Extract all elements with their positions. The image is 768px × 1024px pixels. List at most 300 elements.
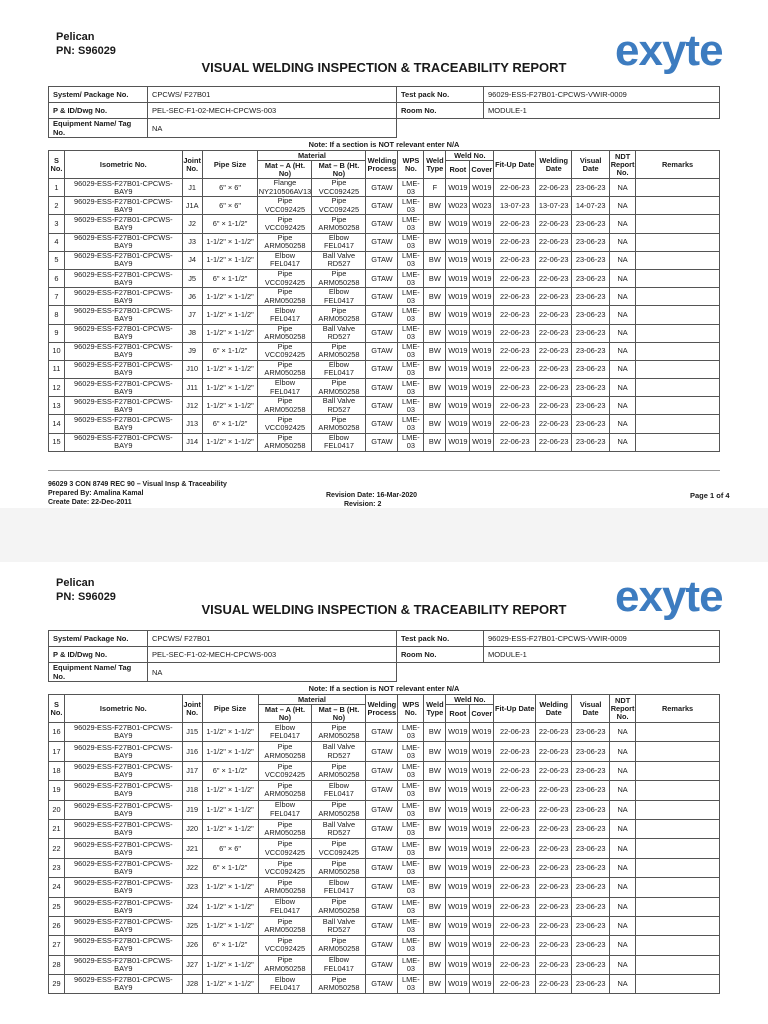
cell-mat-b	[312, 415, 366, 433]
cell-visual-date: 23-06-23	[572, 878, 610, 897]
cell-size: 1-1/2" × 1-1/2"	[202, 916, 258, 935]
cell-mat-a	[258, 936, 312, 955]
table-row	[49, 269, 720, 287]
cell-type: BW	[424, 233, 446, 251]
cell-welding-date: 22-06-23	[536, 433, 572, 451]
cell-visual-date: 23-06-23	[572, 955, 610, 974]
cell-remarks	[636, 433, 720, 451]
cell-iso: 96029-ESS-F27B01-CPCWS-BAY9	[64, 839, 182, 858]
cell-welding-date: 22-06-23	[536, 415, 572, 433]
equipment-value: NA	[148, 663, 397, 682]
cell-iso: 96029-ESS-F27B01-CPCWS-BAY9	[64, 233, 182, 251]
cell-remarks	[636, 360, 720, 378]
cell-ndt: NA	[610, 878, 636, 897]
cell-welding-date: 22-06-23	[536, 397, 572, 415]
cell-remarks	[636, 233, 720, 251]
table-row	[49, 761, 720, 780]
mat-a-type: Flange	[273, 178, 297, 188]
create-date: Create Date: 22-Dec-2011	[48, 499, 132, 506]
cell-mat-a	[258, 723, 312, 742]
col-visual-date: Visual Date	[572, 695, 610, 723]
cell-welding-date: 22-06-23	[536, 781, 572, 800]
cell-fitup: 22-06-23	[494, 975, 536, 994]
cell-process: GTAW	[366, 839, 398, 858]
mat-a-type: Pipe	[277, 936, 293, 946]
mat-a-heat: VCC092425	[264, 423, 306, 433]
mat-b-type: Pipe	[331, 897, 347, 907]
cell-size: 1-1/2" × 1-1/2"	[202, 819, 258, 838]
cell-ndt: NA	[610, 916, 636, 935]
cell-ndt: NA	[610, 975, 636, 994]
cell-ndt: NA	[610, 397, 636, 415]
col-mat-b: Mat – B (Ht. No)	[312, 161, 366, 179]
table-row	[49, 975, 720, 994]
cell-welding-date: 22-06-23	[536, 761, 572, 780]
company-block	[56, 576, 116, 604]
cell-fitup: 22-06-23	[494, 839, 536, 858]
cell-type: BW	[424, 269, 446, 287]
cell-size: 6" × 1-1/2"	[202, 761, 258, 780]
mat-b-heat: VCC092425	[318, 204, 360, 214]
mat-b-heat: FEL0417	[323, 886, 354, 896]
cell-cover: W019	[470, 397, 494, 415]
mat-a-heat: VCC092425	[264, 769, 306, 779]
cell-root: W019	[446, 342, 470, 360]
cell-iso: 96029-ESS-F27B01-CPCWS-BAY9	[64, 360, 182, 378]
cell-fitup: 22-06-23	[494, 269, 536, 287]
mat-b-heat: ARM050258	[318, 808, 360, 818]
mat-a-heat: FEL0417	[269, 259, 300, 269]
page-gap	[0, 508, 768, 562]
cell-wps: LME-03	[398, 269, 424, 287]
cell-remarks	[636, 397, 720, 415]
mat-a-heat: ARM050258	[264, 750, 306, 760]
cell-process: GTAW	[366, 936, 398, 955]
cell-process: GTAW	[366, 723, 398, 742]
mat-a-type: Pipe	[277, 761, 293, 771]
cell-remarks	[636, 819, 720, 838]
cell-iso: 96029-ESS-F27B01-CPCWS-BAY9	[64, 197, 182, 215]
mat-b-heat: FEL0417	[323, 441, 354, 451]
cell-iso: 96029-ESS-F27B01-CPCWS-BAY9	[64, 179, 182, 197]
col-visual-date: Visual Date	[572, 151, 610, 179]
cell-type: BW	[424, 858, 446, 877]
cell-wps: LME-03	[398, 215, 424, 233]
cell-mat-a	[258, 742, 312, 761]
cell-mat-b	[312, 288, 366, 306]
mat-b-type: Pipe	[331, 414, 347, 424]
weld-table	[48, 140, 720, 452]
cell-ndt: NA	[610, 251, 636, 269]
mat-b-heat: RD527	[327, 828, 351, 838]
table-row	[49, 360, 720, 378]
cell-joint: J22	[182, 858, 202, 877]
cell-mat-a	[258, 342, 312, 360]
cell-visual-date: 23-06-23	[572, 179, 610, 197]
cell-fitup: 22-06-23	[494, 800, 536, 819]
cell-wps: LME-03	[398, 839, 424, 858]
cell-size: 1-1/2" × 1-1/2"	[202, 251, 258, 269]
cell-fitup: 22-06-23	[494, 761, 536, 780]
cell-fitup: 22-06-23	[494, 897, 536, 916]
mat-a-heat: VCC092425	[264, 277, 306, 287]
cell-wps: LME-03	[398, 288, 424, 306]
cell-cover: W019	[470, 955, 494, 974]
cell-remarks	[636, 215, 720, 233]
cell-joint: J12	[182, 397, 202, 415]
mat-b-type: Pipe	[331, 800, 347, 810]
cell-fitup: 22-06-23	[494, 916, 536, 935]
mat-a-type: Pipe	[277, 742, 293, 752]
col-joint: Joint No.	[182, 695, 202, 723]
cell-process: GTAW	[366, 397, 398, 415]
cell-mat-b	[312, 800, 366, 819]
mat-a-heat: ARM050258	[264, 789, 306, 799]
cell-wps: LME-03	[398, 360, 424, 378]
cell-process: GTAW	[366, 215, 398, 233]
cell-fitup: 22-06-23	[494, 397, 536, 415]
cell-joint: J19	[182, 800, 202, 819]
mat-b-type: Pipe	[331, 936, 347, 946]
cell-sno: 29	[49, 975, 65, 994]
cell-type: BW	[424, 916, 446, 935]
cell-ndt: NA	[610, 197, 636, 215]
cell-remarks	[636, 742, 720, 761]
cell-iso: 96029-ESS-F27B01-CPCWS-BAY9	[64, 723, 182, 742]
col-remarks: Remarks	[636, 151, 720, 179]
cell-process: GTAW	[366, 379, 398, 397]
cell-type: BW	[424, 324, 446, 342]
footer-left	[48, 480, 227, 507]
cell-iso: 96029-ESS-F27B01-CPCWS-BAY9	[64, 800, 182, 819]
blank-cell	[484, 119, 720, 138]
logo-text: exyte	[615, 572, 723, 621]
note-text: Note: If a section is NOT relevant enter N/A	[308, 684, 460, 693]
cell-joint: J2	[182, 215, 202, 233]
col-pipe-size: Pipe Size	[202, 151, 258, 179]
cell-size: 1-1/2" × 1-1/2"	[202, 723, 258, 742]
cell-welding-date: 22-06-23	[536, 306, 572, 324]
cell-visual-date: 23-06-23	[572, 379, 610, 397]
cell-welding-date: 22-06-23	[536, 269, 572, 287]
cell-mat-a	[258, 197, 312, 215]
mat-a-type: Pipe	[277, 955, 293, 965]
mat-b-type: Pipe	[331, 761, 347, 771]
cell-remarks	[636, 251, 720, 269]
cell-sno: 19	[49, 781, 65, 800]
cell-root: W019	[446, 397, 470, 415]
cell-ndt: NA	[610, 379, 636, 397]
cell-fitup: 22-06-23	[494, 878, 536, 897]
cell-fitup: 22-06-23	[494, 415, 536, 433]
mat-b-heat: ARM050258	[318, 423, 360, 433]
cell-iso: 96029-ESS-F27B01-CPCWS-BAY9	[64, 819, 182, 838]
mat-b-heat: FEL0417	[323, 963, 354, 973]
cell-root: W023	[446, 197, 470, 215]
cell-wps: LME-03	[398, 251, 424, 269]
cell-fitup: 22-06-23	[494, 723, 536, 742]
room-value: MODULE-1	[484, 103, 720, 119]
mat-a-type: Pipe	[277, 414, 293, 424]
cell-root: W019	[446, 288, 470, 306]
cell-joint: J1	[182, 179, 202, 197]
cell-sno: 3	[49, 215, 65, 233]
cell-welding-date: 22-06-23	[536, 251, 572, 269]
mat-a-type: Pipe	[277, 360, 293, 370]
cell-visual-date: 23-06-23	[572, 858, 610, 877]
pid-label: P & ID/Dwg No.	[49, 647, 148, 663]
cell-remarks	[636, 306, 720, 324]
cell-remarks	[636, 179, 720, 197]
cell-joint: J14	[182, 433, 202, 451]
cell-welding-date: 22-06-23	[536, 858, 572, 877]
cell-root: W019	[446, 878, 470, 897]
cell-size: 1-1/2" × 1-1/2"	[202, 433, 258, 451]
mat-a-type: Pipe	[277, 323, 293, 333]
cell-type: BW	[424, 251, 446, 269]
cell-mat-a	[258, 858, 312, 877]
cell-type: BW	[424, 415, 446, 433]
table-row	[49, 397, 720, 415]
cell-type: BW	[424, 839, 446, 858]
cell-sno: 28	[49, 955, 65, 974]
cell-remarks	[636, 269, 720, 287]
cell-cover: W019	[470, 723, 494, 742]
cell-cover: W019	[470, 360, 494, 378]
mat-b-heat: VCC092425	[318, 847, 360, 857]
cell-wps: LME-03	[398, 397, 424, 415]
cell-mat-b	[312, 215, 366, 233]
cell-remarks	[636, 858, 720, 877]
mat-a-heat: ARM050258	[264, 886, 306, 896]
table-row	[49, 819, 720, 838]
cell-process: GTAW	[366, 288, 398, 306]
cell-cover: W019	[470, 251, 494, 269]
report-page-2	[0, 562, 768, 1024]
cell-sno: 5	[49, 251, 65, 269]
mat-b-type: Elbow	[328, 287, 350, 297]
mat-b-type: Ball Valve	[322, 819, 356, 829]
cell-visual-date: 23-06-23	[572, 975, 610, 994]
cell-fitup: 22-06-23	[494, 215, 536, 233]
mat-b-type: Pipe	[331, 341, 347, 351]
table-row	[49, 936, 720, 955]
cell-ndt: NA	[610, 839, 636, 858]
report-page-1	[0, 0, 768, 508]
cell-visual-date: 23-06-23	[572, 761, 610, 780]
cell-sno: 21	[49, 819, 65, 838]
col-sno: S No.	[49, 695, 65, 723]
cell-mat-b	[312, 233, 366, 251]
pid-label: P & ID/Dwg No.	[49, 103, 148, 119]
cell-sno: 1	[49, 179, 65, 197]
cell-type: BW	[424, 936, 446, 955]
mat-a-heat: ARM050258	[264, 441, 306, 451]
cell-sno: 6	[49, 269, 65, 287]
cell-fitup: 22-06-23	[494, 360, 536, 378]
col-weld-no: Weld No.	[446, 151, 494, 161]
cell-type: BW	[424, 955, 446, 974]
mat-b-type: Pipe	[331, 269, 347, 279]
system-label: System/ Package No.	[49, 87, 148, 103]
cell-ndt: NA	[610, 433, 636, 451]
cell-mat-b	[312, 269, 366, 287]
equipment-label: Equipment Name/ Tag No.	[49, 119, 148, 138]
cell-welding-date: 22-06-23	[536, 723, 572, 742]
cell-type: BW	[424, 360, 446, 378]
cell-visual-date: 23-06-23	[572, 723, 610, 742]
cell-process: GTAW	[366, 233, 398, 251]
mat-a-type: Pipe	[277, 839, 293, 849]
mat-a-type: Pipe	[277, 877, 293, 887]
cell-ndt: NA	[610, 360, 636, 378]
exyte-logo	[615, 572, 730, 626]
cell-iso: 96029-ESS-F27B01-CPCWS-BAY9	[64, 858, 182, 877]
cell-size: 1-1/2" × 1-1/2"	[202, 975, 258, 994]
mat-a-heat: VCC092425	[264, 350, 306, 360]
cell-fitup: 22-06-23	[494, 955, 536, 974]
cell-sno: 18	[49, 761, 65, 780]
cell-cover: W019	[470, 858, 494, 877]
cell-joint: J20	[182, 819, 202, 838]
cell-root: W019	[446, 415, 470, 433]
cell-joint: J21	[182, 839, 202, 858]
mat-a-heat: VCC092425	[264, 944, 306, 954]
cell-sno: 13	[49, 397, 65, 415]
mat-a-type: Pipe	[277, 287, 293, 297]
col-fitup: Fit-Up Date	[494, 695, 536, 723]
cell-iso: 96029-ESS-F27B01-CPCWS-BAY9	[64, 897, 182, 916]
col-wps: WPS No.	[398, 695, 424, 723]
cell-cover: W019	[470, 975, 494, 994]
col-root: Root	[446, 161, 470, 179]
cell-size: 1-1/2" × 1-1/2"	[202, 379, 258, 397]
cell-welding-date: 22-06-23	[536, 215, 572, 233]
table-row	[49, 839, 720, 858]
table-row	[49, 858, 720, 877]
cell-root: W019	[446, 179, 470, 197]
cell-sno: 20	[49, 800, 65, 819]
cell-ndt: NA	[610, 819, 636, 838]
cell-mat-b	[312, 916, 366, 935]
cell-size: 1-1/2" × 1-1/2"	[202, 742, 258, 761]
cell-process: GTAW	[366, 251, 398, 269]
cell-cover: W019	[470, 761, 494, 780]
testpack-label: Test pack No.	[397, 631, 484, 647]
cell-fitup: 22-06-23	[494, 233, 536, 251]
cell-root: W019	[446, 761, 470, 780]
system-value: CPCWS/ F27B01	[148, 631, 397, 647]
cell-ndt: NA	[610, 781, 636, 800]
mat-a-heat: VCC092425	[264, 222, 306, 232]
mat-b-type: Ball Valve	[322, 742, 356, 752]
cell-sno: 17	[49, 742, 65, 761]
cell-mat-b	[312, 379, 366, 397]
mat-a-type: Elbow	[274, 378, 296, 388]
cell-wps: LME-03	[398, 723, 424, 742]
cell-visual-date: 23-06-23	[572, 251, 610, 269]
cell-ndt: NA	[610, 288, 636, 306]
cell-size: 6" × 1-1/2"	[202, 936, 258, 955]
cell-process: GTAW	[366, 955, 398, 974]
cell-process: GTAW	[366, 415, 398, 433]
cell-visual-date: 23-06-23	[572, 433, 610, 451]
mat-b-heat: ARM050258	[318, 731, 360, 741]
cell-visual-date: 23-06-23	[572, 839, 610, 858]
logo-text: exyte	[615, 26, 723, 75]
cell-type: BW	[424, 397, 446, 415]
mat-b-heat: ARM050258	[318, 866, 360, 876]
col-ndt: NDT Report No.	[610, 695, 635, 721]
cell-mat-b	[312, 360, 366, 378]
cell-cover: W019	[470, 839, 494, 858]
cell-sno: 7	[49, 288, 65, 306]
cell-wps: LME-03	[398, 324, 424, 342]
cell-type: BW	[424, 897, 446, 916]
cell-wps: LME-03	[398, 742, 424, 761]
prepared-by: Prepared By: Amalina Kamal	[48, 490, 144, 497]
cell-remarks	[636, 415, 720, 433]
col-root: Root	[446, 705, 470, 723]
cell-mat-a	[258, 916, 312, 935]
cell-root: W019	[446, 897, 470, 916]
cell-type: BW	[424, 819, 446, 838]
cell-iso: 96029-ESS-F27B01-CPCWS-BAY9	[64, 397, 182, 415]
room-label: Room No.	[397, 103, 484, 119]
cell-mat-b	[312, 858, 366, 877]
cell-iso: 96029-ESS-F27B01-CPCWS-BAY9	[64, 975, 182, 994]
cell-fitup: 22-06-23	[494, 251, 536, 269]
cell-mat-b	[312, 251, 366, 269]
col-mat-a: Mat – A (Ht. No)	[258, 705, 312, 723]
cell-wps: LME-03	[398, 379, 424, 397]
cell-cover: W019	[470, 800, 494, 819]
blank-cell	[484, 663, 720, 682]
mat-a-type: Elbow	[274, 800, 296, 810]
cell-iso: 96029-ESS-F27B01-CPCWS-BAY9	[64, 379, 182, 397]
cell-type: F	[424, 179, 446, 197]
cell-iso: 96029-ESS-F27B01-CPCWS-BAY9	[64, 288, 182, 306]
cell-ndt: NA	[610, 858, 636, 877]
cell-wps: LME-03	[398, 916, 424, 935]
cell-visual-date: 23-06-23	[572, 819, 610, 838]
cell-cover: W019	[470, 233, 494, 251]
cell-mat-a	[258, 839, 312, 858]
weld-table	[48, 684, 720, 994]
cell-process: GTAW	[366, 819, 398, 838]
cell-iso: 96029-ESS-F27B01-CPCWS-BAY9	[64, 342, 182, 360]
cell-wps: LME-03	[398, 433, 424, 451]
cell-root: W019	[446, 360, 470, 378]
cell-process: GTAW	[366, 179, 398, 197]
cell-remarks	[636, 800, 720, 819]
cell-remarks	[636, 781, 720, 800]
cell-root: W019	[446, 936, 470, 955]
cell-size: 1-1/2" × 1-1/2"	[202, 800, 258, 819]
mat-a-type: Pipe	[277, 214, 293, 224]
mat-a-type: Pipe	[277, 232, 293, 242]
mat-b-heat: ARM050258	[318, 313, 360, 323]
cell-wps: LME-03	[398, 858, 424, 877]
col-welding-date: Welding Date	[536, 151, 572, 179]
mat-b-heat: RD527	[327, 404, 351, 414]
mat-a-type: Pipe	[277, 780, 293, 790]
cell-root: W019	[446, 955, 470, 974]
mat-a-type: Elbow	[274, 897, 296, 907]
mat-a-heat: ARM050258	[264, 963, 306, 973]
mat-a-type: Elbow	[274, 722, 296, 732]
cell-remarks	[636, 897, 720, 916]
